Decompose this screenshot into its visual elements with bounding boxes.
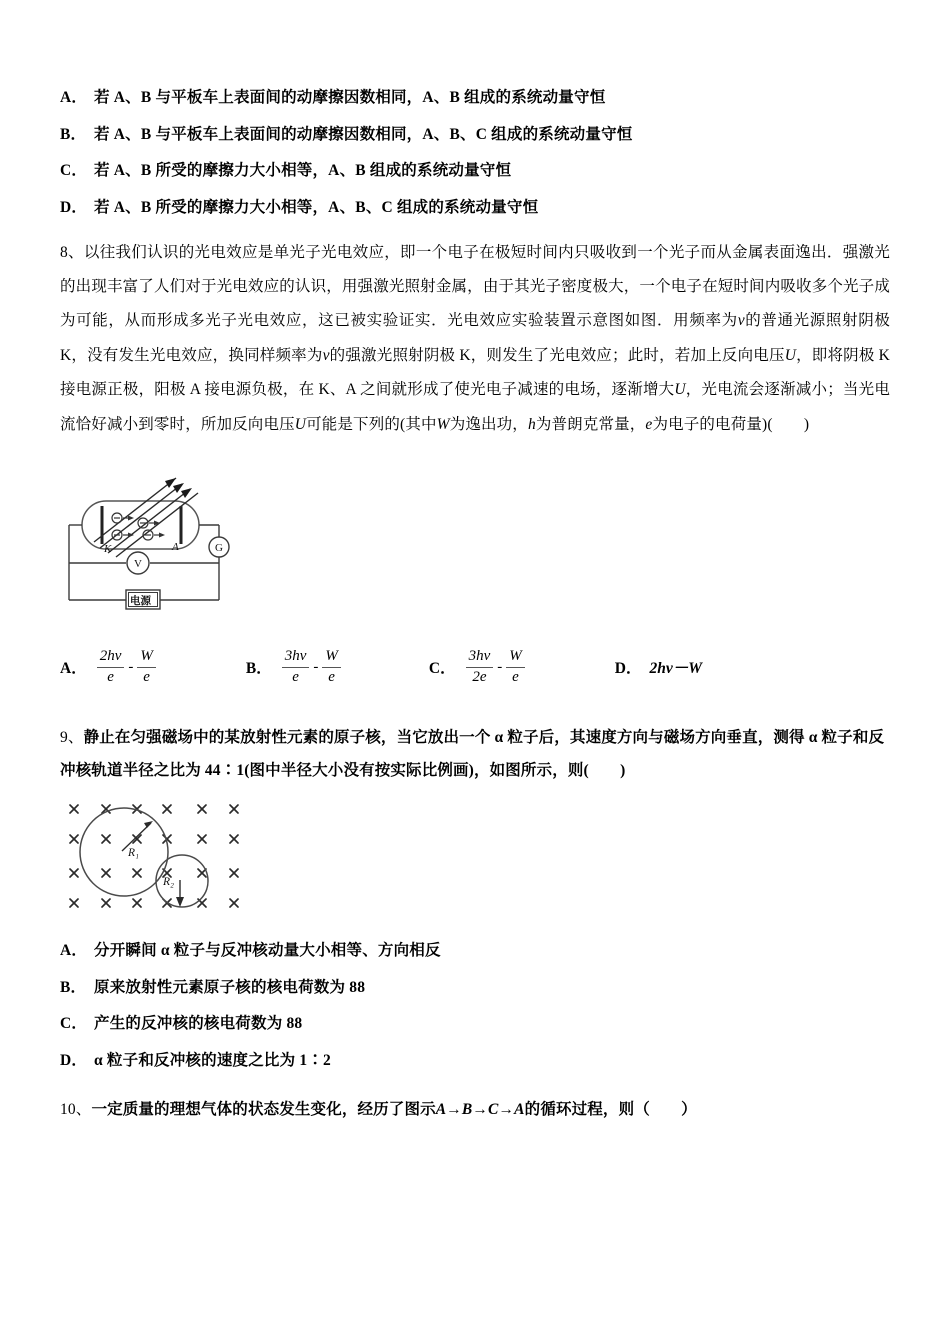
question-8-body [60, 236, 890, 442]
option-row[interactable] [60, 86, 890, 110]
question-9 [60, 722, 890, 1073]
option-expression [95, 648, 158, 686]
option-row[interactable] [60, 196, 890, 220]
radius-label-r2: R₂ [163, 876, 175, 889]
numerator: W [322, 648, 341, 667]
electron [112, 513, 134, 523]
denominator: e [143, 668, 150, 685]
denominator: e [107, 668, 114, 685]
field-cross [70, 869, 78, 877]
q8-text-6: 可能是下列的(其中 [306, 415, 437, 433]
ray-arrowheads [165, 478, 192, 498]
q7-options-group [60, 86, 890, 220]
question-8 [60, 236, 890, 696]
symbol-U: U [294, 415, 307, 433]
field-cross [198, 835, 206, 843]
fraction-1 [97, 648, 125, 686]
option-letter: B． [60, 125, 87, 143]
symbol-U: U [674, 381, 686, 399]
electron [112, 530, 134, 540]
minus-sign: - [128, 658, 134, 675]
option-letter: D． [614, 660, 642, 677]
electron [143, 530, 165, 540]
q10-text-1: 一定质量的理想气体的状态发生变化，经历了图示 [91, 1100, 436, 1118]
question-9-body [60, 722, 890, 787]
option-text: α 粒子和反冲核的速度之比为 1∶2 [94, 1051, 332, 1069]
option-row[interactable] [60, 1049, 890, 1073]
question-10-number: 10、 [60, 1100, 92, 1118]
q10-text-2: 的循环过程，则（ ） [524, 1100, 697, 1118]
symbol-W: W [436, 415, 450, 433]
option-text: 产生的反冲核的核电荷数为 88 [94, 1015, 303, 1033]
q8-text-3: 的强激光照射阴极 K，则发生了光电效应；此时，若加上反向电压 [329, 346, 785, 364]
field-cross [70, 805, 78, 813]
cross-row [70, 869, 238, 877]
q8-text-7: 为逸出功， [449, 415, 528, 433]
field-cross [230, 869, 238, 877]
q9-options-group [60, 939, 890, 1073]
numerator: W [506, 648, 525, 667]
option-row[interactable] [60, 939, 890, 963]
option-letter: D． [60, 1051, 88, 1069]
field-cross [70, 835, 78, 843]
option-letter: A． [60, 89, 88, 106]
denominator: e [328, 668, 335, 685]
option-letter: B． [245, 660, 272, 677]
cross-row [70, 805, 238, 813]
q9-line-2: 反冲核轨道半径之比为 44∶1(图中半径大小没有按实际比例画)，如图所示，则( ) [60, 729, 885, 779]
cathode-label: K [104, 543, 112, 555]
field-cross [102, 869, 110, 877]
option-letter: B． [60, 978, 87, 996]
option-letter: A． [60, 942, 88, 960]
page-content [60, 86, 890, 1124]
symbol-e: e [645, 415, 653, 433]
field-cross [230, 835, 238, 843]
denominator: e [512, 668, 519, 685]
option-letter: C． [428, 660, 456, 677]
field-cross [163, 805, 171, 813]
radius-arrowhead-r1 [144, 821, 153, 828]
minus-sign: - [497, 658, 503, 675]
numerator: W [137, 648, 156, 667]
question-10-body [60, 1095, 890, 1124]
q8-text-8: 为普朗克常量， [535, 415, 646, 433]
alpha-particle-orbit [80, 808, 168, 896]
field-cross [230, 899, 238, 907]
symbol-U: U [784, 346, 797, 364]
symbol-h: h [527, 415, 536, 433]
voltmeter-label: V [134, 558, 142, 570]
fraction-1 [466, 648, 494, 686]
option-row[interactable] [60, 976, 890, 1000]
option-text: 若 A、B 所受的摩擦力大小相等，A、B、C 组成的系统动量守恒 [94, 198, 539, 216]
electron-group [112, 513, 165, 540]
option-row[interactable] [60, 123, 890, 147]
minus-sign: - [313, 658, 319, 675]
radius-label-r1: R₁ [128, 847, 140, 860]
option-text: 原来放射性元素原子核的核电荷数为 88 [94, 978, 366, 996]
option-text: 若 A、B 所受的摩擦力大小相等，A、B 组成的系统动量守恒 [94, 162, 512, 180]
option-row[interactable] [60, 159, 890, 183]
radius-arrowhead-r2 [176, 897, 184, 907]
field-cross [70, 899, 78, 907]
option-text: 若 A、B 与平板车上表面间的动摩擦因数相同，A、B、C 组成的系统动量守恒 [94, 125, 633, 143]
option-text: 若 A、B 与平板车上表面间的动摩擦因数相同，A、B 组成的系统动量守恒 [94, 89, 606, 106]
q8-text-5: ，光电流会逐渐减小；当光电流恰好减小到零时，所加反向电压 [60, 381, 890, 433]
option-expression [280, 648, 343, 686]
q8-text-9: 为电子的电荷量)( ) [652, 415, 810, 433]
cross-row [70, 899, 238, 907]
symbol-nu: ν [322, 346, 330, 364]
photoelectric-circuit-figure [64, 456, 294, 616]
denominator: 2e [472, 668, 487, 685]
option-a[interactable] [60, 648, 158, 686]
field-cross [102, 899, 110, 907]
option-expression [464, 648, 527, 686]
field-cross [102, 835, 110, 843]
fraction-1 [282, 648, 310, 686]
option-letter: C． [60, 162, 88, 180]
field-cross [230, 805, 238, 813]
option-b[interactable] [246, 648, 343, 686]
option-letter: D． [60, 198, 88, 216]
q8-text-2: 的普通光源照射阴极 K，没有发生光电效应，换同样频率为 [60, 312, 890, 364]
numerator: 2hν [97, 648, 125, 667]
option-c[interactable] [429, 648, 527, 686]
option-row[interactable] [60, 1012, 890, 1036]
field-cross [198, 805, 206, 813]
q8-options-row [60, 638, 890, 696]
denominator: e [292, 668, 299, 685]
field-cross [133, 869, 141, 877]
option-letter: C． [60, 1015, 88, 1033]
option-d[interactable] [615, 656, 702, 678]
option-expression: 2hν－W [649, 660, 703, 677]
q8-text-4: ，即将阴极 K 接电源正极，阳极 A 接电源负极，在 K、A 之间就形成了使光电子减速的电场，逐渐增大 [60, 346, 890, 399]
fraction-2 [506, 648, 525, 686]
cross-row [70, 835, 238, 843]
symbol-nu: ν [737, 312, 745, 330]
option-letter: A． [60, 660, 87, 677]
galvanometer-label: G [215, 542, 223, 554]
anode-label: A [172, 541, 179, 553]
cycle-process-label: A→B→C→A [435, 1100, 525, 1118]
numerator: 3hν [466, 648, 494, 667]
q9-line-1: 静止在匀强磁场中的某放射性元素的原子核，当它放出一个 α 粒子后，其速度方向与磁场方向垂直，测得 α 粒子和 [83, 729, 869, 746]
field-cross [198, 869, 206, 877]
question-10 [60, 1095, 890, 1124]
field-cross [133, 899, 141, 907]
question-9-number: 9、 [60, 729, 84, 746]
numerator: 3hν [282, 648, 310, 667]
magnetic-field-figure [52, 797, 257, 925]
power-source-label: 电源 [130, 595, 151, 607]
fraction-2 [137, 648, 156, 686]
question-8-number: 8、 [60, 243, 84, 261]
fraction-2 [322, 648, 341, 686]
q8-text-1: 以往我们认识的光电效应是单光子光电效应，即一个电子在极短时间内只吸收到一个光子而从金属表面逸出．强激光的出现丰富了人们对于光电效应的认识，用强激光照射金属，由于其光子密度极大，一个电子在短时间内吸收多个光子成为可能，从而形成多光子光电效应，这已被实验证实．光电效应实验装置示意图如图．用频率为 [60, 243, 890, 330]
option-text: 分开瞬间 α 粒子与反冲核动量大小相等、方向相反 [94, 942, 441, 960]
